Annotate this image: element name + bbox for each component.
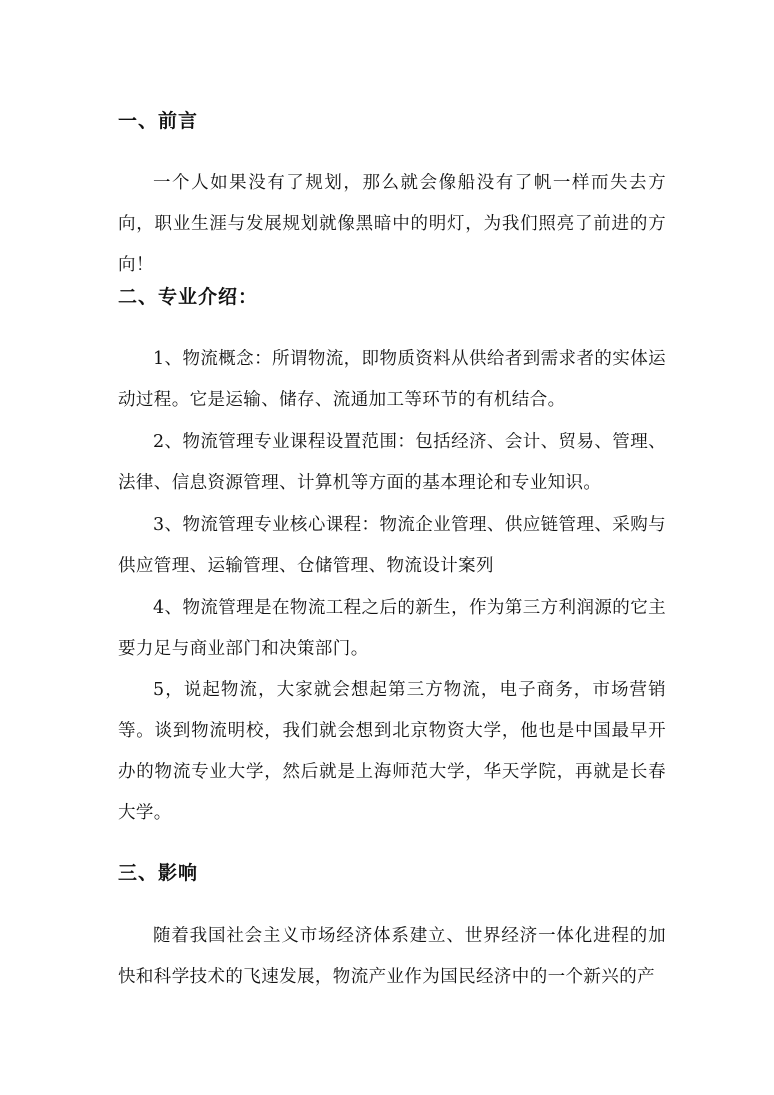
major-intro-paragraph-4: 4、物流管理是在物流工程之后的新生，作为第三方利润源的它主要力足与商业部门和决策部门。	[118, 598, 666, 659]
major-intro-paragraph-1: 1、物流概念：所谓物流，即物质资料从供给者到需求者的实体运动过程。它是运输、储存、流通加工等环节的有机结合。	[118, 349, 666, 410]
major-intro-paragraph-3: 3、物流管理专业核心课程：物流企业管理、供应链管理、采购与供应管理、运输管理、仓储管理、物流设计案列	[118, 515, 666, 576]
section-heading-preface: 一、前言	[118, 110, 199, 132]
section-heading-major-intro: 二、专业介绍：	[118, 286, 259, 308]
major-intro-paragraph-2: 2、物流管理专业课程设置范围：包括经济、会计、贸易、管理、法律、信息资源管理、计算机等方面的基本理论和专业知识。	[118, 432, 666, 493]
section-heading-impact: 三、影响	[118, 862, 199, 884]
impact-paragraph: 随着我国社会主义市场经济体系建立、世界经济一体化进程的加快和科学技术的飞速发展，物流产业作为国民经济中的一个新兴的产	[118, 926, 666, 987]
major-intro-paragraph-5: 5，说起物流，大家就会想起第三方物流，电子商务，市场营销等。谈到物流明校，我们就会想到北京物资大学，他也是中国最早开办的物流专业大学，然后就是上海师范大学，华天学院，再就是长春大学。	[118, 680, 666, 823]
preface-paragraph: 一个人如果没有了规划，那么就会像船没有了帆一样而失去方向，职业生涯与发展规划就像黑暗中的明灯，为我们照亮了前进的方向！	[118, 173, 666, 275]
